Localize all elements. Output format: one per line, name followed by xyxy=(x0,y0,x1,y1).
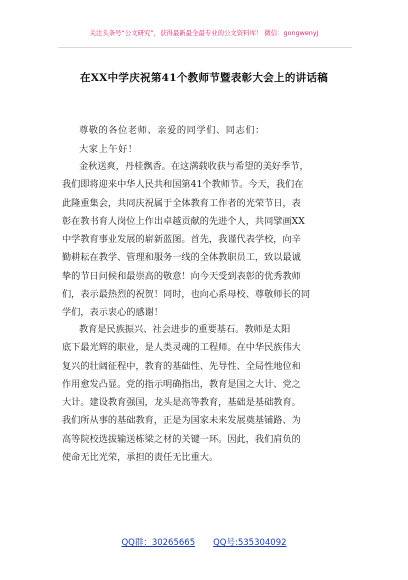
qq-group-link[interactable]: QQ群：30265665 xyxy=(121,538,196,548)
paragraph-line: 此隆重集会，共同庆祝属于全体教育工作者的光荣节日，表 xyxy=(62,197,301,209)
paragraph-2 xyxy=(62,321,350,467)
paragraph-line: 我们即将迎来中华人民共和国第41个教师节。今天，我们在 xyxy=(62,179,304,191)
paragraph-line: 作用愈发凸显。党的指示明确指出，教育是国之大计、党之 xyxy=(62,378,301,390)
paragraph-line: 勤耕耘在教学、管理和服务一线的全体教职员工，致以最诚 xyxy=(62,252,301,264)
paragraph-line: 们，表示最热烈的祝贺！同时，也向心系母校、尊敬师长的同 xyxy=(62,289,311,301)
paragraph-line: 金秋送爽，丹桂飘香。在这满载收获与希望的美好季节， xyxy=(79,161,309,172)
qq-number-link[interactable]: QQ号:535304092 xyxy=(213,538,287,548)
paragraph-line: 大计。建设教育强国，龙头是高等教育，基础是基础教育。 xyxy=(62,397,301,409)
contact-footer xyxy=(0,536,408,548)
header-divider xyxy=(58,47,352,48)
paragraph-line: 高等院校选拔输送栋梁之材的关键一环。因此，我们肩负的 xyxy=(62,433,301,445)
paragraph-line: 中学教育事业发展的崭新蓝图。首先，我谨代表学校，向辛 xyxy=(62,234,301,246)
paragraph-line: 我们所从事的基础教育，正是为国家未来发展奠基铺路、为 xyxy=(62,415,301,427)
paragraph-line: 学们，表示衷心的感谢！ xyxy=(62,307,164,319)
paragraph-line: 底下最光辉的职业，是人类灵魂的工程师。在中华民族伟大 xyxy=(62,342,301,354)
paragraph-line: 复兴的壮阔征程中，教育的基础性、先导性、全局性地位和 xyxy=(62,360,301,372)
paragraph-line: 挚的节日问候和最崇高的敬意！向今天受到表彰的优秀教师 xyxy=(62,270,301,282)
paragraph-line: 使命无比光荣，承担的责任无比重大。 xyxy=(62,452,219,464)
salutation: 尊敬的各位老师、亲爱的同学们、同志们： xyxy=(79,125,265,136)
paragraph-line: 教育是民族振兴、社会进步的重要基石。教师是太阳 xyxy=(79,324,291,335)
paragraph-1 xyxy=(62,158,350,323)
paragraph-line: 彰在教书育人岗位上作出卓越贡献的先进个人，共同擘画XX xyxy=(62,215,305,227)
greeting: 大家上午好！ xyxy=(79,144,138,155)
document-title: 在XX中学庆祝第41个教师节暨表彰大会上的讲话稿 xyxy=(79,72,329,84)
promo-banner: 关注头条号“公文研究”，获得最新最全最专业的公文资料库！ 微信：gongwenyj xyxy=(89,29,319,37)
